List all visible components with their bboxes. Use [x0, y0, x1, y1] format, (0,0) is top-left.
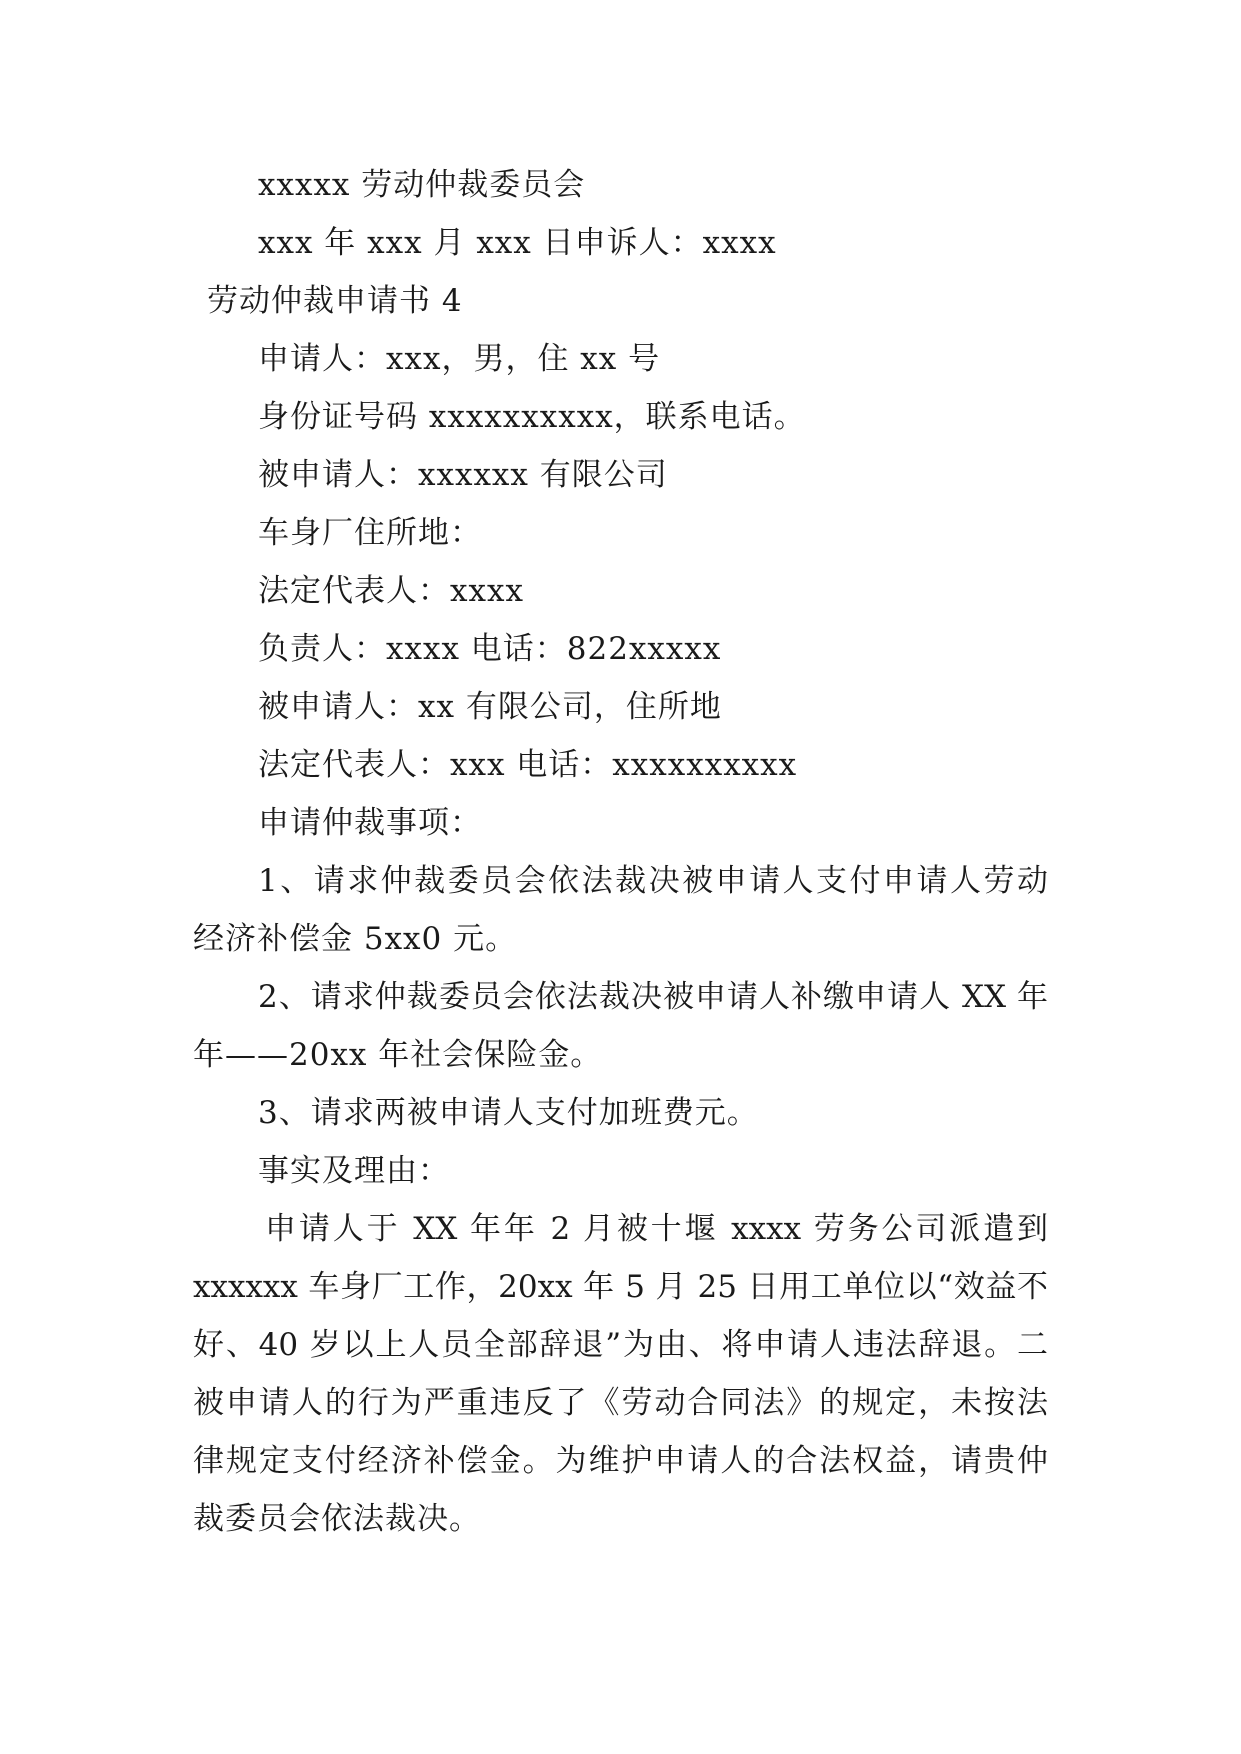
claim-2-line-2: 年——20xx 年社会保险金。 — [193, 1037, 603, 1073]
person-in-charge-line: 负责人：xxxx 电话：822xxxxx — [258, 631, 722, 667]
id-number-line: 身份证号码 xxxxxxxxxx，联系电话。 — [258, 399, 806, 435]
facts-line-5: 律规定支付经济补偿金。为维护申请人的合法权益，请贵仲 — [193, 1443, 1048, 1479]
facts-line-2: xxxxxx 车身厂工作，20xx 年 5 月 25 日用工单位以“效益不 — [193, 1269, 1048, 1305]
respondent-line: 被申请人：xxxxxx 有限公司 — [258, 457, 668, 493]
facts-line-1: 申请人于 XX 年年 2 月被十堰 xxxx 劳务公司派遣到 — [265, 1211, 1048, 1247]
facts-line-4: 被申请人的行为严重违反了《劳动合同法》的规定，未按法 — [193, 1385, 1048, 1421]
claim-1-line-2: 经济补偿金 5xx0 元。 — [193, 921, 518, 957]
date-and-complainant: xxx 年 xxx 月 xxx 日申诉人：xxxx — [258, 225, 777, 261]
committee-name: xxxxx 劳动仲裁委员会 — [258, 167, 586, 203]
facts-line-3: 好、40 岁以上人员全部辞退”为由、将申请人违法辞退。二 — [193, 1327, 1048, 1363]
legal-rep-line: 法定代表人：xxxx — [258, 573, 524, 609]
claim-1-line-1: 1、请求仲裁委员会依法裁决被申请人支付申请人劳动 — [258, 863, 1048, 899]
applicant-line: 申请人：xxx，男，住 xx 号 — [258, 341, 661, 377]
claim-2-line-1: 2、请求仲裁委员会依法裁决被申请人补缴申请人 XX 年 — [258, 979, 1048, 1015]
claims-heading: 申请仲裁事项： — [258, 805, 482, 841]
claim-3: 3、请求两被申请人支付加班费元。 — [258, 1095, 759, 1131]
facts-heading: 事实及理由： — [258, 1153, 450, 1189]
section-title: 劳动仲裁申请书 4 — [207, 283, 463, 319]
facts-line-6: 裁委员会依法裁决。 — [193, 1501, 481, 1537]
second-legal-rep-line: 法定代表人：xxx 电话：xxxxxxxxxx — [258, 747, 798, 783]
address-line: 车身厂住所地： — [258, 515, 482, 551]
second-respondent-line: 被申请人：xx 有限公司，住所地 — [258, 689, 722, 725]
